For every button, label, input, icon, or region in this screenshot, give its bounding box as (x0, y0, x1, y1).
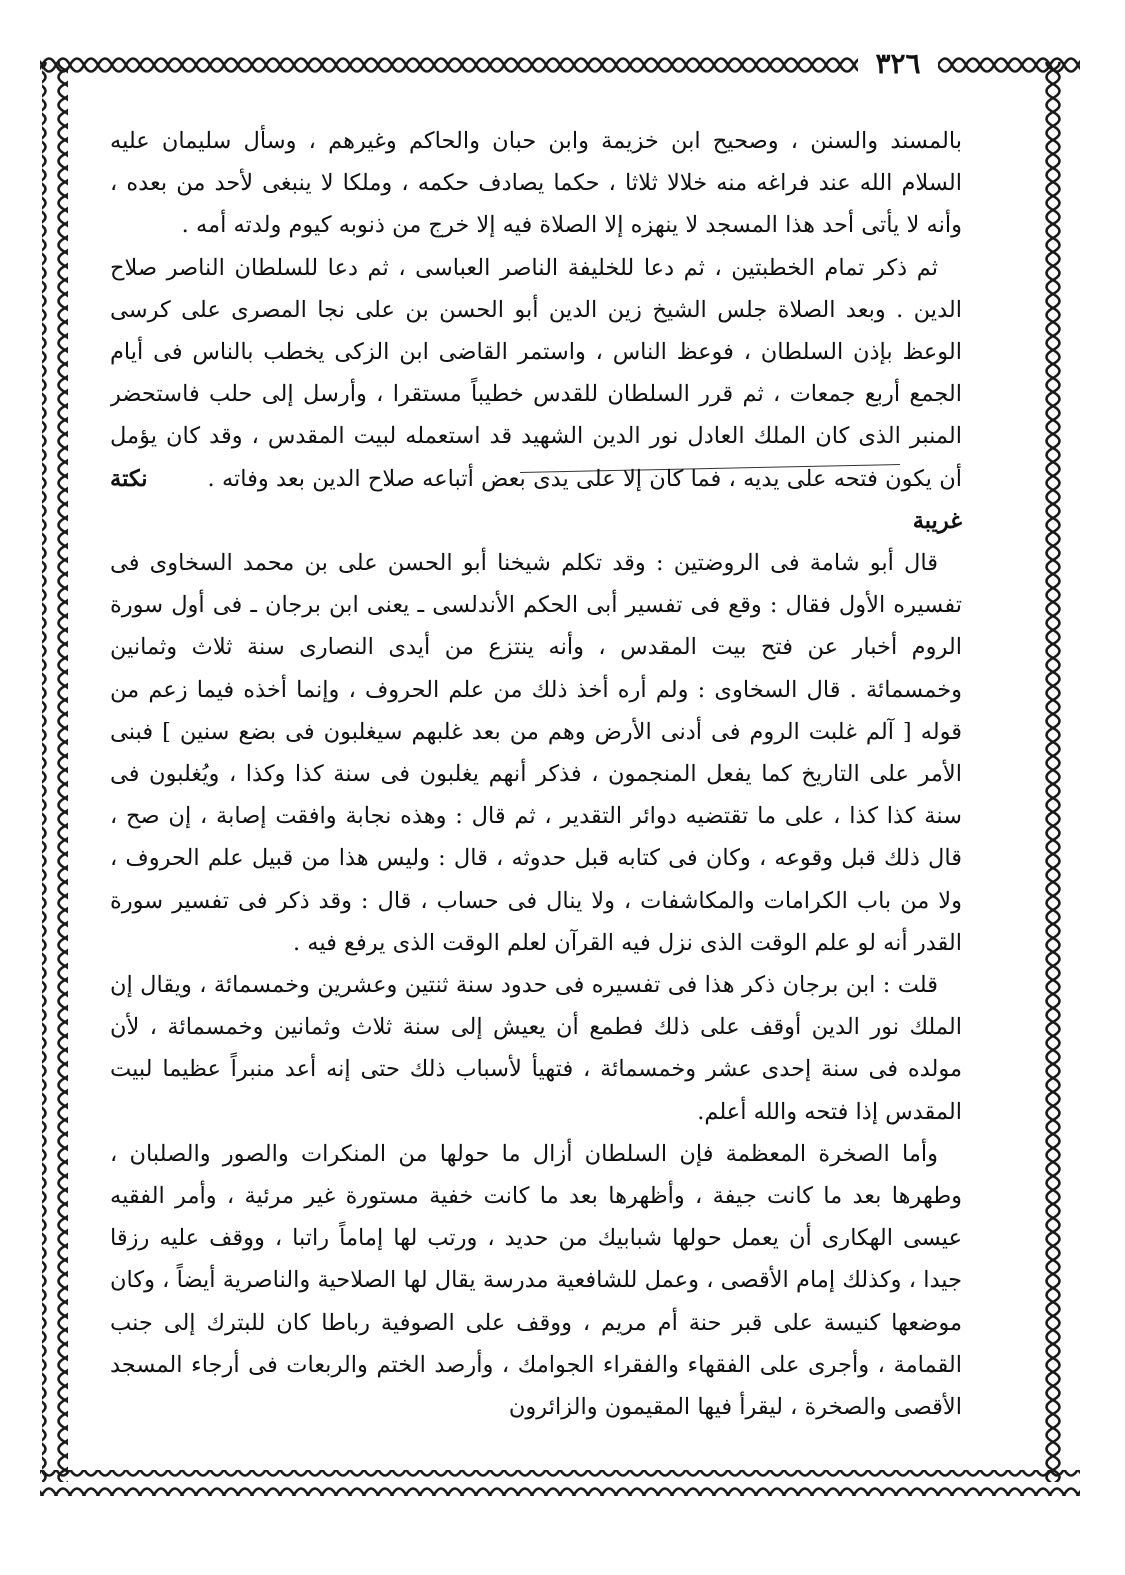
page-number: ٣٢٦ (858, 46, 938, 82)
paragraph (110, 247, 962, 542)
text-body (110, 120, 962, 1455)
paragraph: بالمسند والسنن ، وصحيح ابن خزيمة وابن حبان والحاكم وغيرهم ، وسأل سليمان عليه السلام الله عند فراغه منه خلالا ثلاثا ، حكما يصادف حكمه ، وملكا لا ينبغى لأحد من بعده ، وأنه لا يأتى أحد هذا المسجد لا ينهزه إلا الصلاة فيه إلا خرج من ذنوبه كيوم ولدته أمه . (110, 128, 962, 239)
paragraph: قال أبو شامة فى الروضتين : وقد تكلم شيخنا أبو الحسن على بن محمد السخاوى فى تفسيره الأول فقال : وقع فى تفسير أبى الحكم الأندلسى ـ يعنى ابن برجان ـ فى أول سورة الروم أخبار عن فتح بيت المقدس ، وأنه ينتزع من أيدى النصارى سنة ثلاث وثمانين وخمسمائة . قال السخاوى : ولم أره أخذ ذلك من علم الحروف ، وإنما أخذه فيما زعم من قوله [ آلم غلبت الروم فى أدنى الأرض وهم من بعد غلبهم سيغلبون فى بضع سنين ] فبنى الأمر على التاريخ كما يفعل المنجمون ، فذكر أنهم يغلبون فى سنة كذا وكذا ، ويُغلبون فى سنة كذا كذا ، على ما تقتضيه دوائر التقدير ، ثم قال : وهذه نجابة وافقت إصابة ، إن صح ، قال ذلك قبل وقوعه ، وكان فى كتابه قبل حدوثه ، قال : وليس هذا من قبيل علم الحروف ، ولا من باب الكرامات والمكاشفات ، ولا ينال فى حساب ، قال : وقد ذكر فى تفسير سورة القدر أنه لو علم الوقت الذى نزل فيه القرآن لعلم الوقت الذى يرفع فيه . (110, 550, 962, 956)
section-heading: نكتة غريبة (110, 465, 962, 534)
paragraph-text: ثم ذكر تمام الخطبتين ، ثم دعا للخليفة الناصر العباسى ، ثم دعا للسلطان الناصر صلاح الدين . وبعد الصلاة جلس الشيخ زين الدين أبو الحسن بن على نجا المصرى على كرسى الوعظ بإذن السلطان ، فوعظ الناس ، واستمر القاضى ابن الزكى يخطب بالناس فى أيام الجمع أربع جمعات ، ثم قرر السلطان للقدس خطيباً مستقرا ، وأرسل إلى حلب فاستحضر المنبر الذى كان الملك العادل نور الدين الشهيد قد استعمله لبيت المقدس ، وقد كان يؤمل أن يكون فتحه على يديه ، فما كان إلا على يدى بعض أتباعه صلاح الدين بعد وفاته . (110, 254, 962, 492)
paragraph: وأما الصخرة المعظمة فإن السلطان أزال ما حولها من المنكرات والصور والصلبان ، وطهرها بعد ما كانت جيفة ، وأظهرها بعد ما كانت خفية مستورة غير مرئية ، وأمر الفقيه عيسى الهكارى أن يعمل حولها شبابيك من حديد ، ورتب لها إماماً راتبا ، ووقف عليه رزقا جيدا ، وكذلك إمام الأقصى ، وعمل للشافعية مدرسة يقال لها الصلاحية والناصرية أيضاً ، وكان موضعها كنيسة على قبر حنة أم مريم ، ووقف على الصوفية رباطا كان للبترك إلى جنب القمامة ، وأجرى على الفقهاء والفقراء الجوامك ، وأرصد الختم والربعات فى أرجاء المسجد الأقصى والصخرة ، ليقرأ فيها المقيمون والزائرون (110, 1140, 962, 1421)
paragraph: قلت : ابن برجان ذكر هذا فى تفسيره فى حدود سنة ثنتين وعشرين وخمسمائة ، ويقال إن الملك نور الدين أوقف على ذلك فطمع أن يعيش إلى سنة ثلاث وثمانين وخمسمائة ، لأن مولده فى سنة إحدى عشر وخمسمائة ، فتهيأ لأسباب ذلك حتى إنه أعد منبراً عظيما لبيت المقدس إذا فتحه والله أعلم. (110, 972, 962, 1125)
